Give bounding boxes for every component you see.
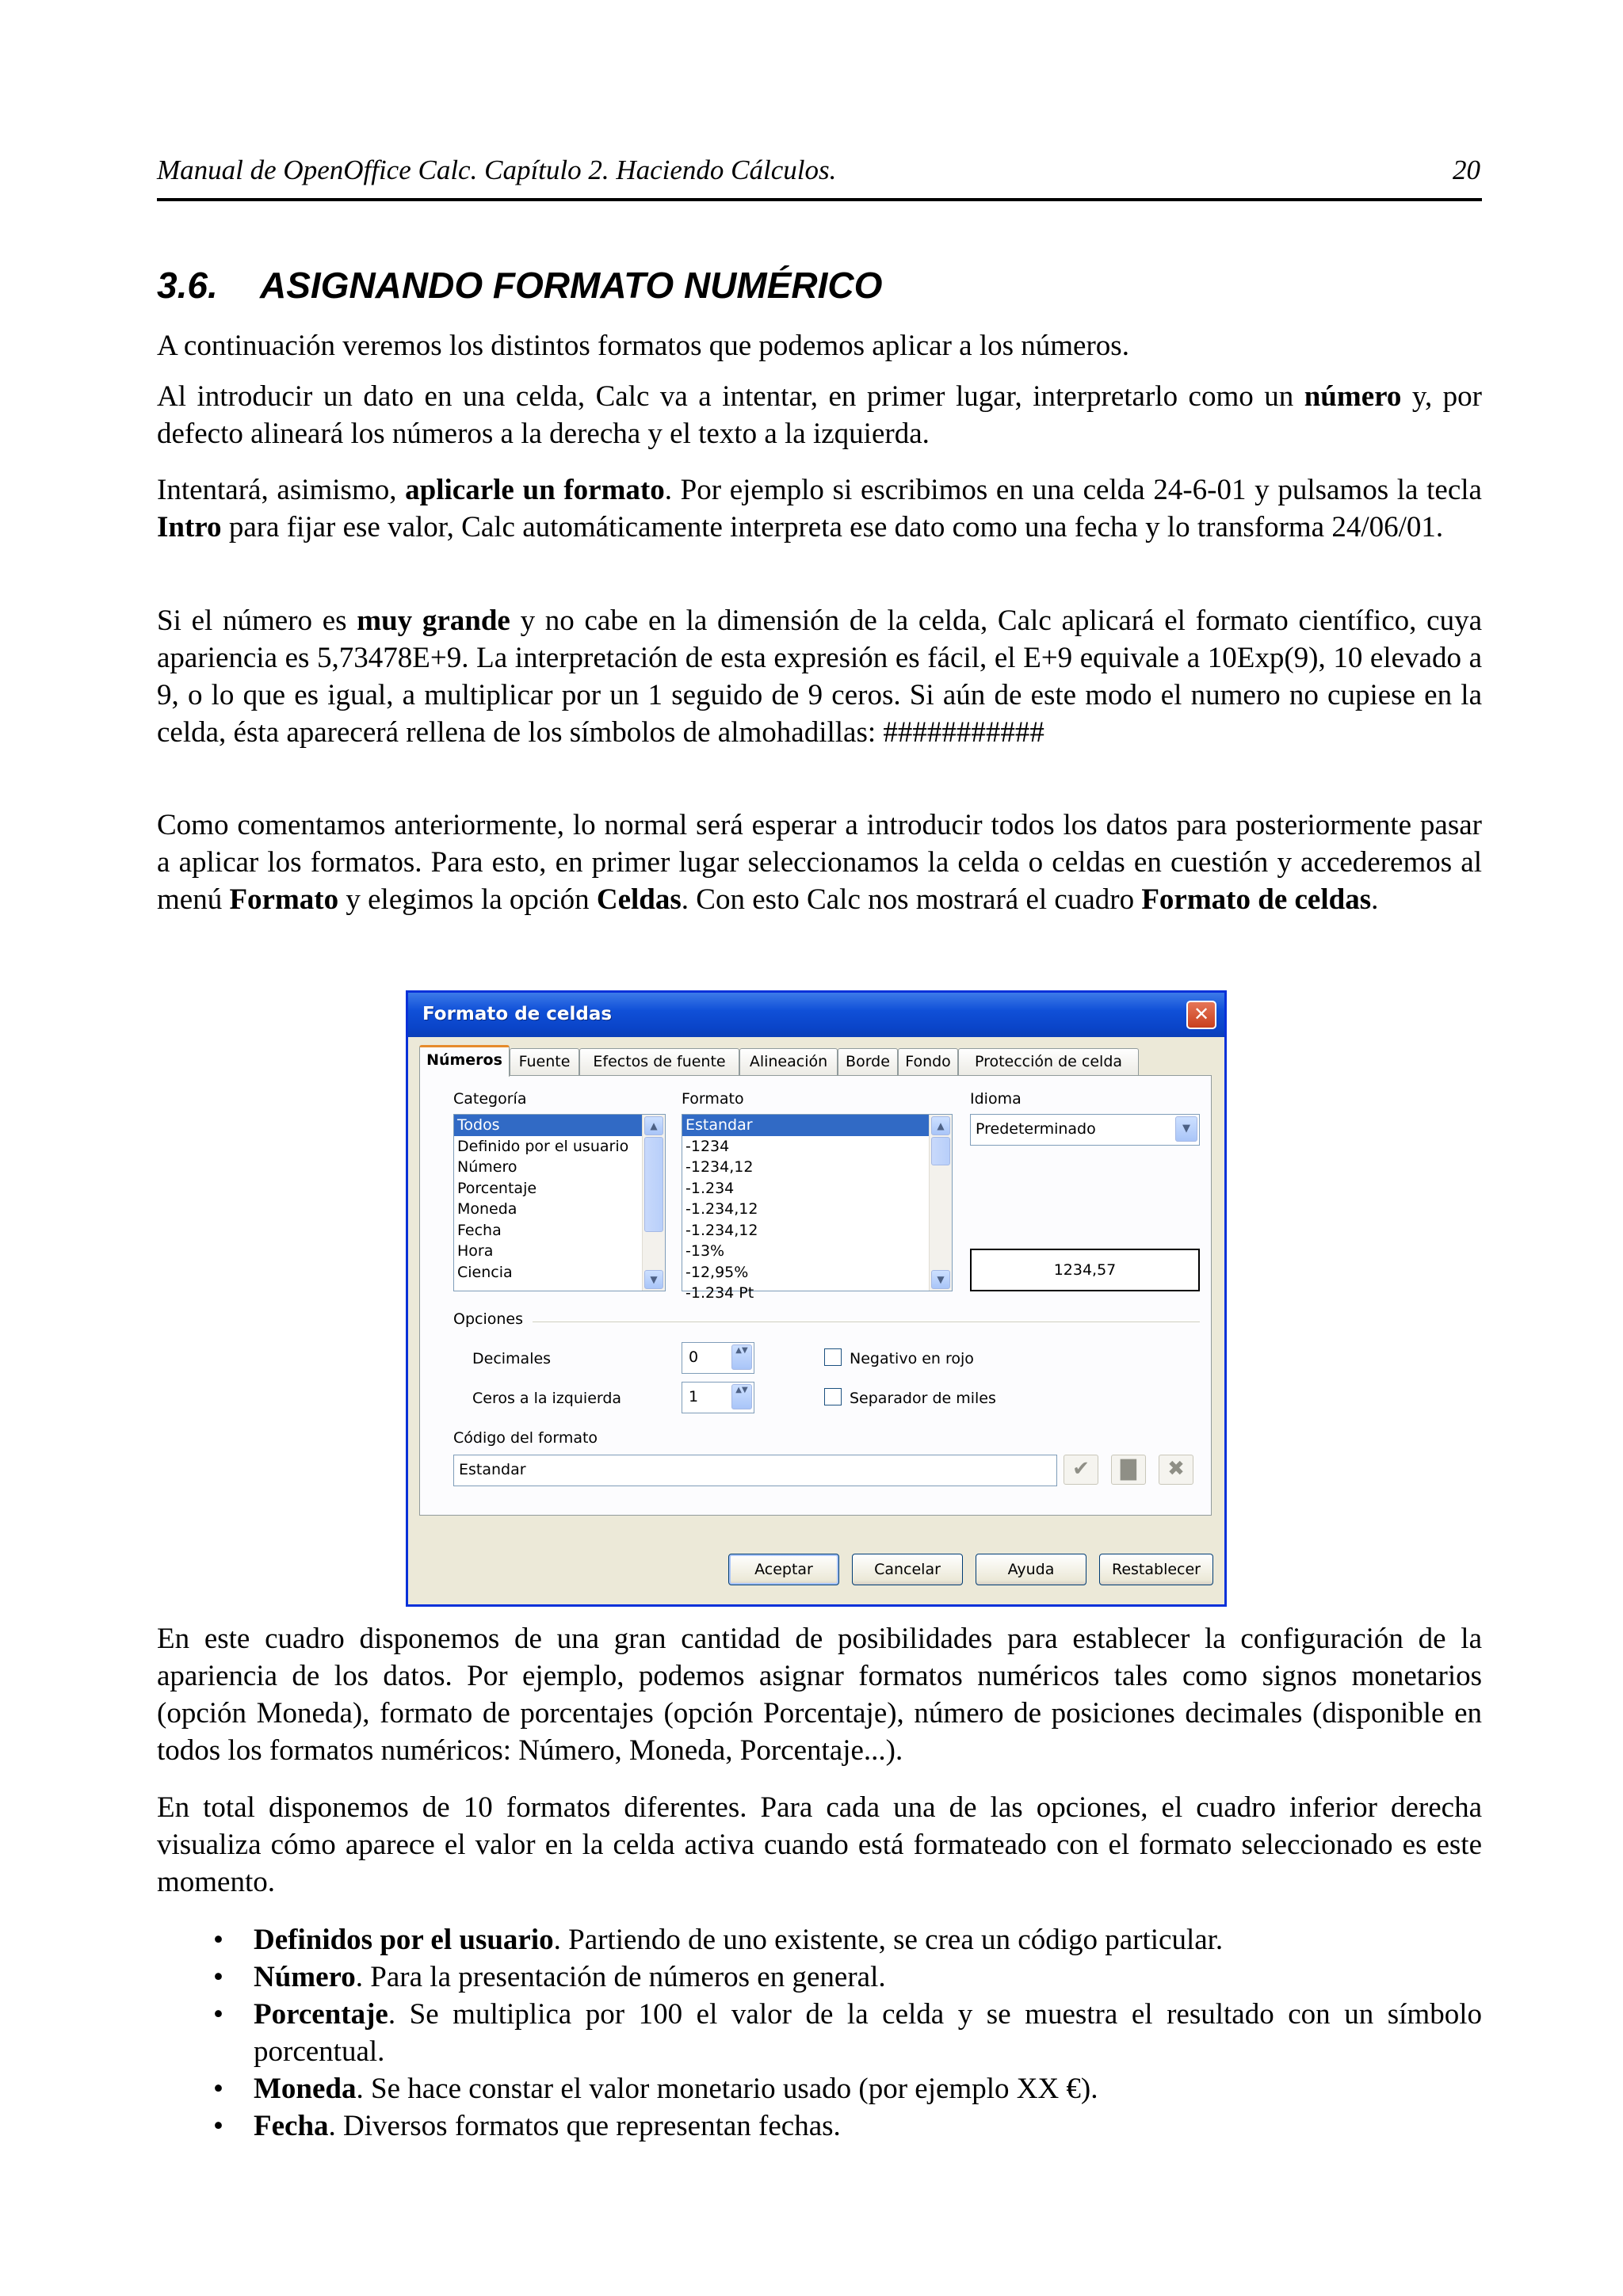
text-run: y elegimos la opción [338, 883, 597, 916]
scroll-up-icon[interactable]: ▲ [644, 1116, 663, 1135]
format-item[interactable]: -12,95% [685, 1263, 749, 1281]
paragraph-3 [157, 471, 1482, 546]
format-item[interactable]: -13% [685, 1242, 725, 1260]
bullet-icon: • [213, 2110, 223, 2142]
leading-zeros-label: Ceros a la izquierda [472, 1390, 622, 1407]
bold-run: Intro [157, 511, 222, 543]
format-scrollbar[interactable] [929, 1115, 952, 1291]
paragraph-5 [157, 807, 1482, 918]
category-item-todos[interactable]: Todos [454, 1115, 665, 1136]
text-run: . Diversos formatos que representan fechas. [328, 2110, 841, 2142]
section-number: 3.6. [157, 265, 218, 306]
list-item [157, 1996, 1482, 2070]
header-rule [157, 198, 1482, 201]
bold-run: Formato [229, 883, 339, 916]
negative-red-checkbox[interactable] [824, 1348, 842, 1366]
delete-icon[interactable]: ✖ [1159, 1455, 1193, 1485]
bold-run: número [1304, 380, 1402, 413]
close-button[interactable] [1186, 1001, 1216, 1029]
text-run: . Por ejemplo si escribimos en una celda 24-6-01 y pulsamos la tecla [664, 474, 1482, 506]
text-run: . Partiendo de uno existente, se crea un código particular. [553, 1924, 1224, 1956]
category-scrollbar[interactable] [642, 1115, 665, 1291]
comment-icon[interactable]: ▇ [1111, 1455, 1146, 1485]
bold-run: muy grande [357, 605, 510, 637]
text-run: y no cabe en la dimensión de la celda, Calc aplicará el formato científico, cuya apariencia es 5,73478E+9. La interpretación de esta expresión es fácil, el E+9 equivale a 10Exp(9), 10 elevado a 9, o lo que es igual, a multiplicar por un 1 seguido de 9 ceros. Si aún de este modo el numero no cupiese en la celda, ésta aparecerá rellena de los símbolos de almohadillas: ########### [157, 605, 1482, 749]
category-label: Categoría [453, 1090, 527, 1108]
paragraph-1: A continuación veremos los distintos formatos que podemos aplicar a los números. [157, 330, 1129, 362]
tab-numeros[interactable]: Números [419, 1045, 510, 1077]
bold-run: Celdas [596, 883, 682, 916]
category-item[interactable]: Hora [457, 1242, 494, 1260]
decimals-label: Decimales [472, 1350, 552, 1367]
category-item[interactable]: Definido por el usuario [457, 1137, 629, 1155]
language-value: Predeterminado [976, 1120, 1096, 1138]
list-item [157, 2070, 1482, 2107]
thousands-separator-label: Separador de miles [850, 1390, 996, 1407]
leading-zeros-value: 1 [689, 1388, 699, 1405]
help-button[interactable]: Ayuda [976, 1554, 1086, 1585]
dialog-titlebar [408, 993, 1224, 1037]
scroll-thumb[interactable] [644, 1137, 663, 1232]
format-item[interactable]: -1.234,12 [685, 1221, 758, 1239]
format-item[interactable]: -1.234 Pt [685, 1284, 754, 1302]
bold-run: Moneda [254, 2073, 357, 2105]
check-icon[interactable]: ✔ [1064, 1455, 1098, 1485]
spin-arrows-icon[interactable]: ▲▼ [731, 1384, 752, 1409]
text-run: Como comentamos anteriormente, lo normal será esperar a introducir todos los datos para posteriormente pasar a aplicar los formatos. Para esto, en primer lugar seleccionamos la celda o celdas en cuestión y accederemos al menú [157, 809, 1482, 916]
bold-run: Fecha [254, 2110, 329, 2142]
tab-proteccion-de-celda[interactable]: Protección de celda [958, 1048, 1139, 1075]
list-item [157, 1921, 1482, 1958]
format-item[interactable]: -1234,12 [685, 1158, 754, 1176]
tab-alineacion[interactable]: Alineación [739, 1048, 838, 1075]
tab-fondo[interactable]: Fondo [898, 1048, 958, 1075]
text-run: . Con esto Calc nos mostrará el cuadro [681, 883, 1142, 916]
text-run: . Se hace constar el valor monetario usado (por ejemplo XX €). [356, 2073, 1098, 2105]
text-run: . Se multiplica por 100 el valor de la celda y se muestra el resultado con un símbolo porcentual. [254, 1998, 1482, 2068]
paragraph-6: En este cuadro disponemos de una gran cantidad de posibilidades para establecer la configuración de la apariencia de los datos. Por ejemplo, podemos asignar formatos numéricos tales como signos monetarios (opción Moneda), formato de porcentajes (opción Porcentaje), número de posiciones decimales (disponible en todos los formatos numéricos: Número, Moneda, Porcentaje...). [157, 1623, 1482, 1767]
format-cells-dialog [406, 990, 1227, 1607]
bullet-icon: • [213, 1961, 223, 1993]
category-item[interactable]: Porcentaje [457, 1179, 537, 1197]
bullet-icon: • [213, 1924, 223, 1956]
format-code-input[interactable]: Estandar [453, 1455, 1057, 1486]
reset-button[interactable]: Restablecer [1099, 1554, 1213, 1585]
bold-run: Porcentaje [254, 1998, 388, 2031]
page-number: 20 [1453, 154, 1480, 185]
options-label: Opciones [453, 1310, 523, 1328]
leading-zeros-spinner[interactable] [682, 1382, 754, 1413]
format-preview: 1234,57 [970, 1249, 1200, 1291]
bold-run: aplicarle un formato [405, 474, 665, 506]
language-select[interactable] [970, 1114, 1200, 1146]
format-listbox[interactable] [682, 1114, 953, 1302]
dialog-title: Formato de celdas [422, 1004, 613, 1024]
bullet-icon: • [213, 2073, 223, 2105]
list-item [157, 1958, 1482, 1996]
spin-arrows-icon[interactable]: ▲▼ [731, 1344, 752, 1370]
accept-button[interactable]: Aceptar [728, 1554, 839, 1585]
close-icon: ✕ [1193, 1003, 1210, 1025]
negative-red-label: Negativo en rojo [850, 1350, 974, 1367]
thousands-separator-checkbox[interactable] [824, 1388, 842, 1405]
section-title: ASIGNANDO FORMATO NUMÉRICO [260, 265, 883, 306]
text-run: y, por defecto alineará los números a la derecha y el texto a la izquierda. [157, 380, 1483, 450]
scroll-down-icon[interactable]: ▼ [644, 1270, 663, 1289]
bullet-icon: • [213, 1998, 223, 2031]
text-run: Intentará, asimismo, [157, 474, 406, 506]
category-item[interactable]: Fecha [457, 1221, 502, 1239]
paragraph-2 [157, 378, 1482, 452]
decimals-spinner[interactable] [682, 1342, 754, 1374]
category-item[interactable]: Número [457, 1158, 517, 1176]
text-run: para fijar ese valor, Calc automáticamente interpreta ese dato como una fecha y lo transforma 24/06/01. [221, 511, 1444, 543]
bold-run: Definidos por el usuario [254, 1924, 554, 1956]
scroll-thumb[interactable] [931, 1137, 950, 1165]
format-types-list [157, 1921, 1482, 2145]
text-run: Si el número es [157, 605, 357, 637]
format-item[interactable]: -1234 [685, 1137, 730, 1155]
list-item [157, 2107, 1482, 2145]
bold-run: Número [254, 1961, 356, 1993]
cancel-button[interactable]: Cancelar [852, 1554, 963, 1585]
chevron-down-icon[interactable]: ▼ [1175, 1116, 1197, 1142]
text-run: . Para la presentación de números en general. [355, 1961, 886, 1993]
paragraph-7: En total disponemos de 10 formatos diferentes. Para cada una de las opciones, el cuadro inferior derecha visualiza cómo aparece el valor en la celda activa cuando está formateado con el formato seleccionado es este momento. [157, 1791, 1482, 1898]
numbers-tab-panel [419, 1075, 1212, 1516]
format-label: Formato [682, 1090, 744, 1108]
tab-borde[interactable]: Borde [838, 1048, 898, 1075]
text-run: Al introducir un dato en una celda, Calc va a intentar, en primer lugar, interpretarlo como un [157, 380, 1304, 413]
format-code-label: Código del formato [453, 1429, 598, 1447]
section-heading [157, 264, 882, 307]
format-item[interactable]: -1.234 [685, 1179, 735, 1197]
header-title: Manual de OpenOffice Calc. Capítulo 2. Haciendo Cálculos. [157, 154, 837, 185]
page-header [157, 154, 1480, 186]
tab-fuente[interactable]: Fuente [510, 1048, 579, 1075]
bold-run: Formato de celdas [1141, 883, 1372, 916]
category-item[interactable]: Moneda [457, 1200, 517, 1218]
tab-efectos-de-fuente[interactable]: Efectos de fuente [579, 1048, 739, 1075]
format-item[interactable]: -1.234,12 [685, 1200, 758, 1218]
language-label: Idioma [970, 1090, 1022, 1108]
paragraph-4 [157, 602, 1482, 751]
category-item[interactable]: Ciencia [457, 1263, 513, 1281]
decimals-value: 0 [689, 1348, 699, 1366]
scroll-down-icon[interactable]: ▼ [931, 1270, 950, 1289]
scroll-up-icon[interactable]: ▲ [931, 1116, 950, 1135]
category-listbox[interactable] [453, 1114, 666, 1291]
text-run: . [1371, 883, 1379, 916]
format-item-estandar[interactable]: Estandar [682, 1115, 952, 1136]
